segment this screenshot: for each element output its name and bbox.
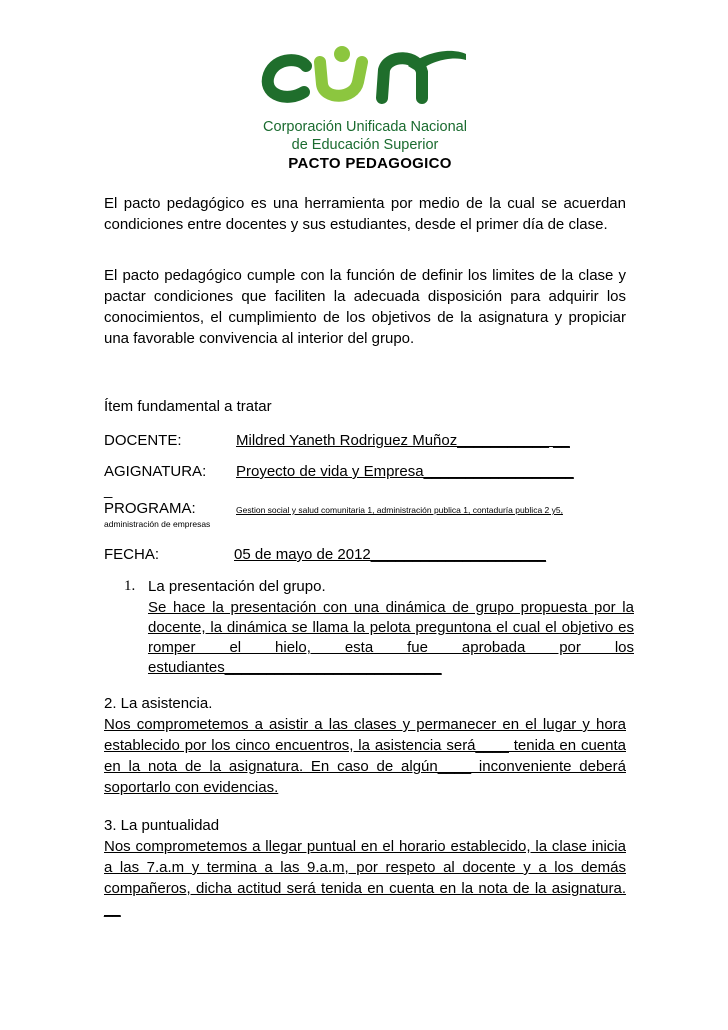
institution-name-line2: de Educación Superior: [291, 137, 439, 153]
page-title: PACTO PEDAGOGICO: [288, 155, 452, 172]
asignatura-tail: _: [104, 482, 113, 499]
section-body-asistencia: Nos comprometemos a asistir a las clases y permanecer en el lugar y hora establecido por los cinco encuentros, la asistencia será____ tenida en cuenta en la nota de la asignatura. En caso de algún____ inconveniente deberá soportarlo con evidencias.: [104, 716, 626, 796]
programa-value: Gestion social y salud comunitaria 1, administración publica 1, contaduría publica 2 y5,: [236, 505, 563, 515]
list-item-number: 1.: [124, 578, 136, 594]
fecha-value: 05 de mayo de 2012_____________________: [234, 546, 546, 563]
intro-paragraph-1: El pacto pedagógico es una herramienta por medio de la cual se acuerdan condiciones entre docentes y sus estudiantes, desde el primer día de clase.: [104, 195, 626, 233]
section-body-puntualidad: Nos comprometemos a llegar puntual en el horario establecido, la clase inicia a las 7.a.m y termina a las 9.a.m, por respeto al docente y a los demás compañeros, dicha actitud será tenida en cuenta en la nota de la asignatura. __: [104, 838, 626, 918]
docente-label: DOCENTE:: [104, 432, 182, 449]
list-item-body: Se hace la presentación con una dinámica de grupo propuesta por la docente, la dinámica se llama la pelota preguntona el cual el objetivo es romper el hielo, esta fue aprobada por los estudiantes__________________________: [148, 599, 634, 676]
programa-value-continued: administración de empresas: [104, 519, 211, 529]
asignatura-row: [104, 461, 626, 482]
section-heading-asistencia: 2. La asistencia.: [104, 695, 213, 712]
items-heading: Ítem fundamental a tratar: [104, 398, 272, 415]
programa-label: PROGRAMA:: [104, 500, 196, 517]
institution-name-line1: Corporación Unificada Nacional: [263, 119, 467, 135]
docente-row: [104, 430, 626, 451]
fecha-row: [104, 544, 626, 565]
section-heading-puntualidad: 3. La puntualidad: [104, 817, 220, 834]
list-item-title: La presentación del grupo.: [148, 578, 326, 595]
intro-paragraph-2: El pacto pedagógico cumple con la función de definir los limites de la clase y pactar condiciones que faciliten la adecuada disposición para adquirir los conocimientos, el cumplimiento de los objetivos de la asignatura y propiciar una favorable convivencia al interior del grupo.: [104, 267, 626, 347]
fecha-label: FECHA:: [104, 546, 160, 563]
docente-value: Mildred Yaneth Rodriguez Muñoz___________ __: [236, 432, 570, 449]
asignatura-label: AGIGNATURA:: [104, 463, 207, 480]
cun-logo-graphic: [258, 40, 470, 108]
asignatura-value: Proyecto de vida y Empresa__________________: [236, 463, 574, 480]
cun-logo: [258, 40, 470, 108]
